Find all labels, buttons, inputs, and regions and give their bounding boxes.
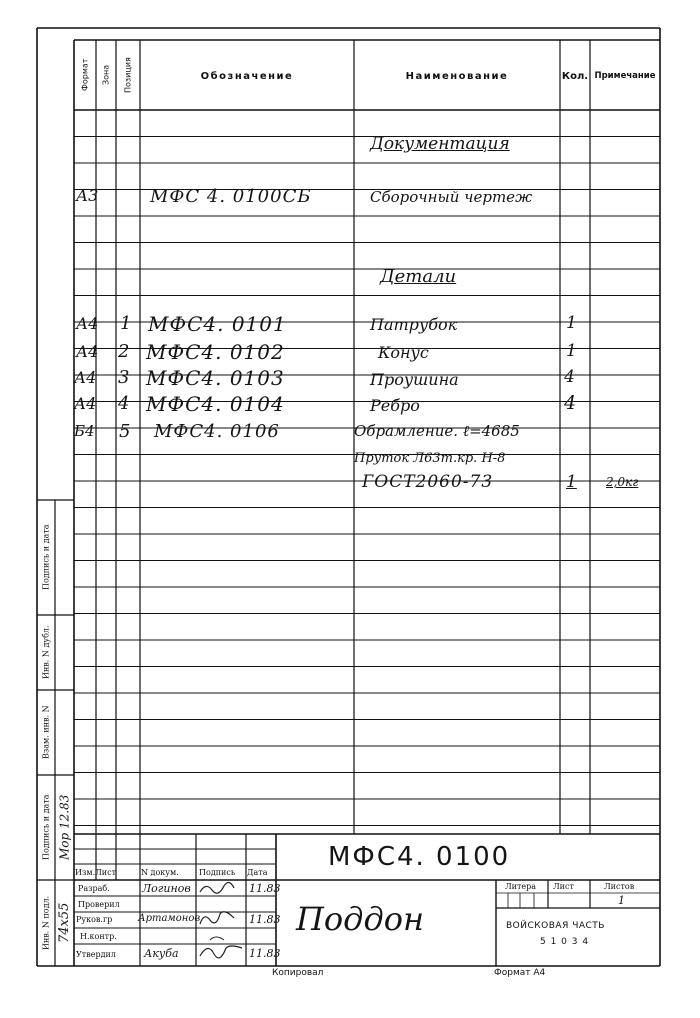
tb-org-line-1: ВОЙСКОВАЯ ЧАСТЬ — [506, 921, 605, 931]
tb-date: 11.83 — [249, 913, 281, 926]
header-position: Позиция — [123, 57, 133, 93]
row-quantity: 1 — [566, 341, 577, 361]
row-position: 2 — [118, 341, 130, 362]
tb-role: Руков.гр — [76, 915, 113, 924]
row-name: Проушина — [370, 370, 459, 389]
row-position: 4 — [118, 393, 130, 414]
row-quantity: 4 — [564, 392, 577, 414]
side-inv-dubl: Инв. N дубл. — [41, 625, 51, 680]
material-line-2: ГОСТ2060-73 — [362, 472, 494, 492]
tb-listov-label: Листов — [604, 882, 635, 891]
tb-doc-header: N докум. — [141, 868, 179, 877]
material-line-1: Пруток Л63т.кр. Н-8 — [354, 451, 506, 466]
material-note: 2,0кг — [606, 475, 639, 489]
tb-litera-label: Литера — [505, 882, 537, 891]
tb-sign-header: Подпись — [199, 868, 236, 877]
header-note: Примечание — [594, 71, 656, 81]
tb-role: Н.контр. — [80, 932, 117, 941]
row-name: Ребро — [370, 396, 420, 415]
tb-izm-header: Изм.Лист — [75, 868, 117, 877]
tb-person: Артамонов — [138, 913, 201, 924]
tb-date: 11.83 — [249, 947, 281, 960]
tb-role: Проверил — [78, 900, 120, 909]
tb-list-label: Лист — [553, 882, 574, 891]
row-format: А4 — [76, 342, 99, 361]
row-name: Обрамление. ℓ=4685 — [354, 422, 520, 440]
side-signature-date: Мор 12.83 — [57, 794, 72, 861]
tb-person: Логинов — [142, 882, 191, 895]
tb-role: Утвердил — [76, 950, 116, 959]
tb-name: Поддон — [296, 900, 425, 938]
tb-date: 11.83 — [249, 882, 281, 895]
header-name: Наименование — [405, 71, 509, 82]
row-format: А4 — [76, 314, 99, 333]
tb-designation: МФС4. 0100 — [328, 842, 511, 872]
header-quantity: Кол. — [561, 71, 589, 82]
tb-org-line-2: 5 1 0 3 4 — [540, 937, 590, 947]
row-name: Патрубок — [370, 315, 458, 334]
row-quantity: 4 — [564, 367, 575, 387]
side-inv-podl: Инв. N подл. — [41, 895, 51, 951]
row-designation: МФС4. 0106 — [154, 421, 280, 442]
row-format: А4 — [74, 368, 97, 387]
row-designation: МФС4. 0101 — [148, 312, 287, 336]
tb-listov-value: 1 — [618, 894, 625, 907]
row-format: Б4 — [74, 422, 95, 440]
tb-person: Акуба — [144, 947, 179, 960]
row-designation: МФС4. 0103 — [146, 366, 285, 390]
material-quantity: 1 — [566, 472, 577, 492]
row-name: Конус — [378, 343, 429, 362]
footer-format: Формат А4 — [494, 968, 546, 978]
side-vzam-inv: Взам. инв. N — [41, 705, 51, 760]
row-format: А4 — [74, 394, 97, 413]
side-podpis-data-top: Подпись и дата — [41, 524, 51, 591]
footer-kopiroval: Копировал — [272, 968, 324, 978]
row-name: Сборочный чертеж — [370, 188, 533, 206]
row-position: 5 — [119, 421, 131, 442]
row-designation: МФС 4. 0100СБ — [150, 186, 312, 207]
header-format: Формат — [80, 58, 90, 92]
side-inv-number: 74х55 — [57, 902, 72, 944]
tb-date-header: Дата — [247, 868, 268, 877]
row-designation: МФС4. 0102 — [146, 340, 285, 364]
row-designation: МФС4. 0104 — [146, 392, 285, 416]
row-position: 3 — [118, 367, 130, 388]
header-designation: Обозначение — [200, 71, 294, 82]
header-zone: Зона — [101, 64, 111, 86]
section-documentation: Документация — [370, 134, 510, 154]
row-format: А3 — [76, 186, 99, 205]
row-quantity: 1 — [566, 313, 577, 333]
section-details: Детали — [380, 266, 457, 287]
row-position: 1 — [120, 313, 132, 334]
side-podpis-data-bottom: Подпись и дата — [41, 794, 51, 861]
tb-role: Разраб. — [78, 884, 110, 893]
